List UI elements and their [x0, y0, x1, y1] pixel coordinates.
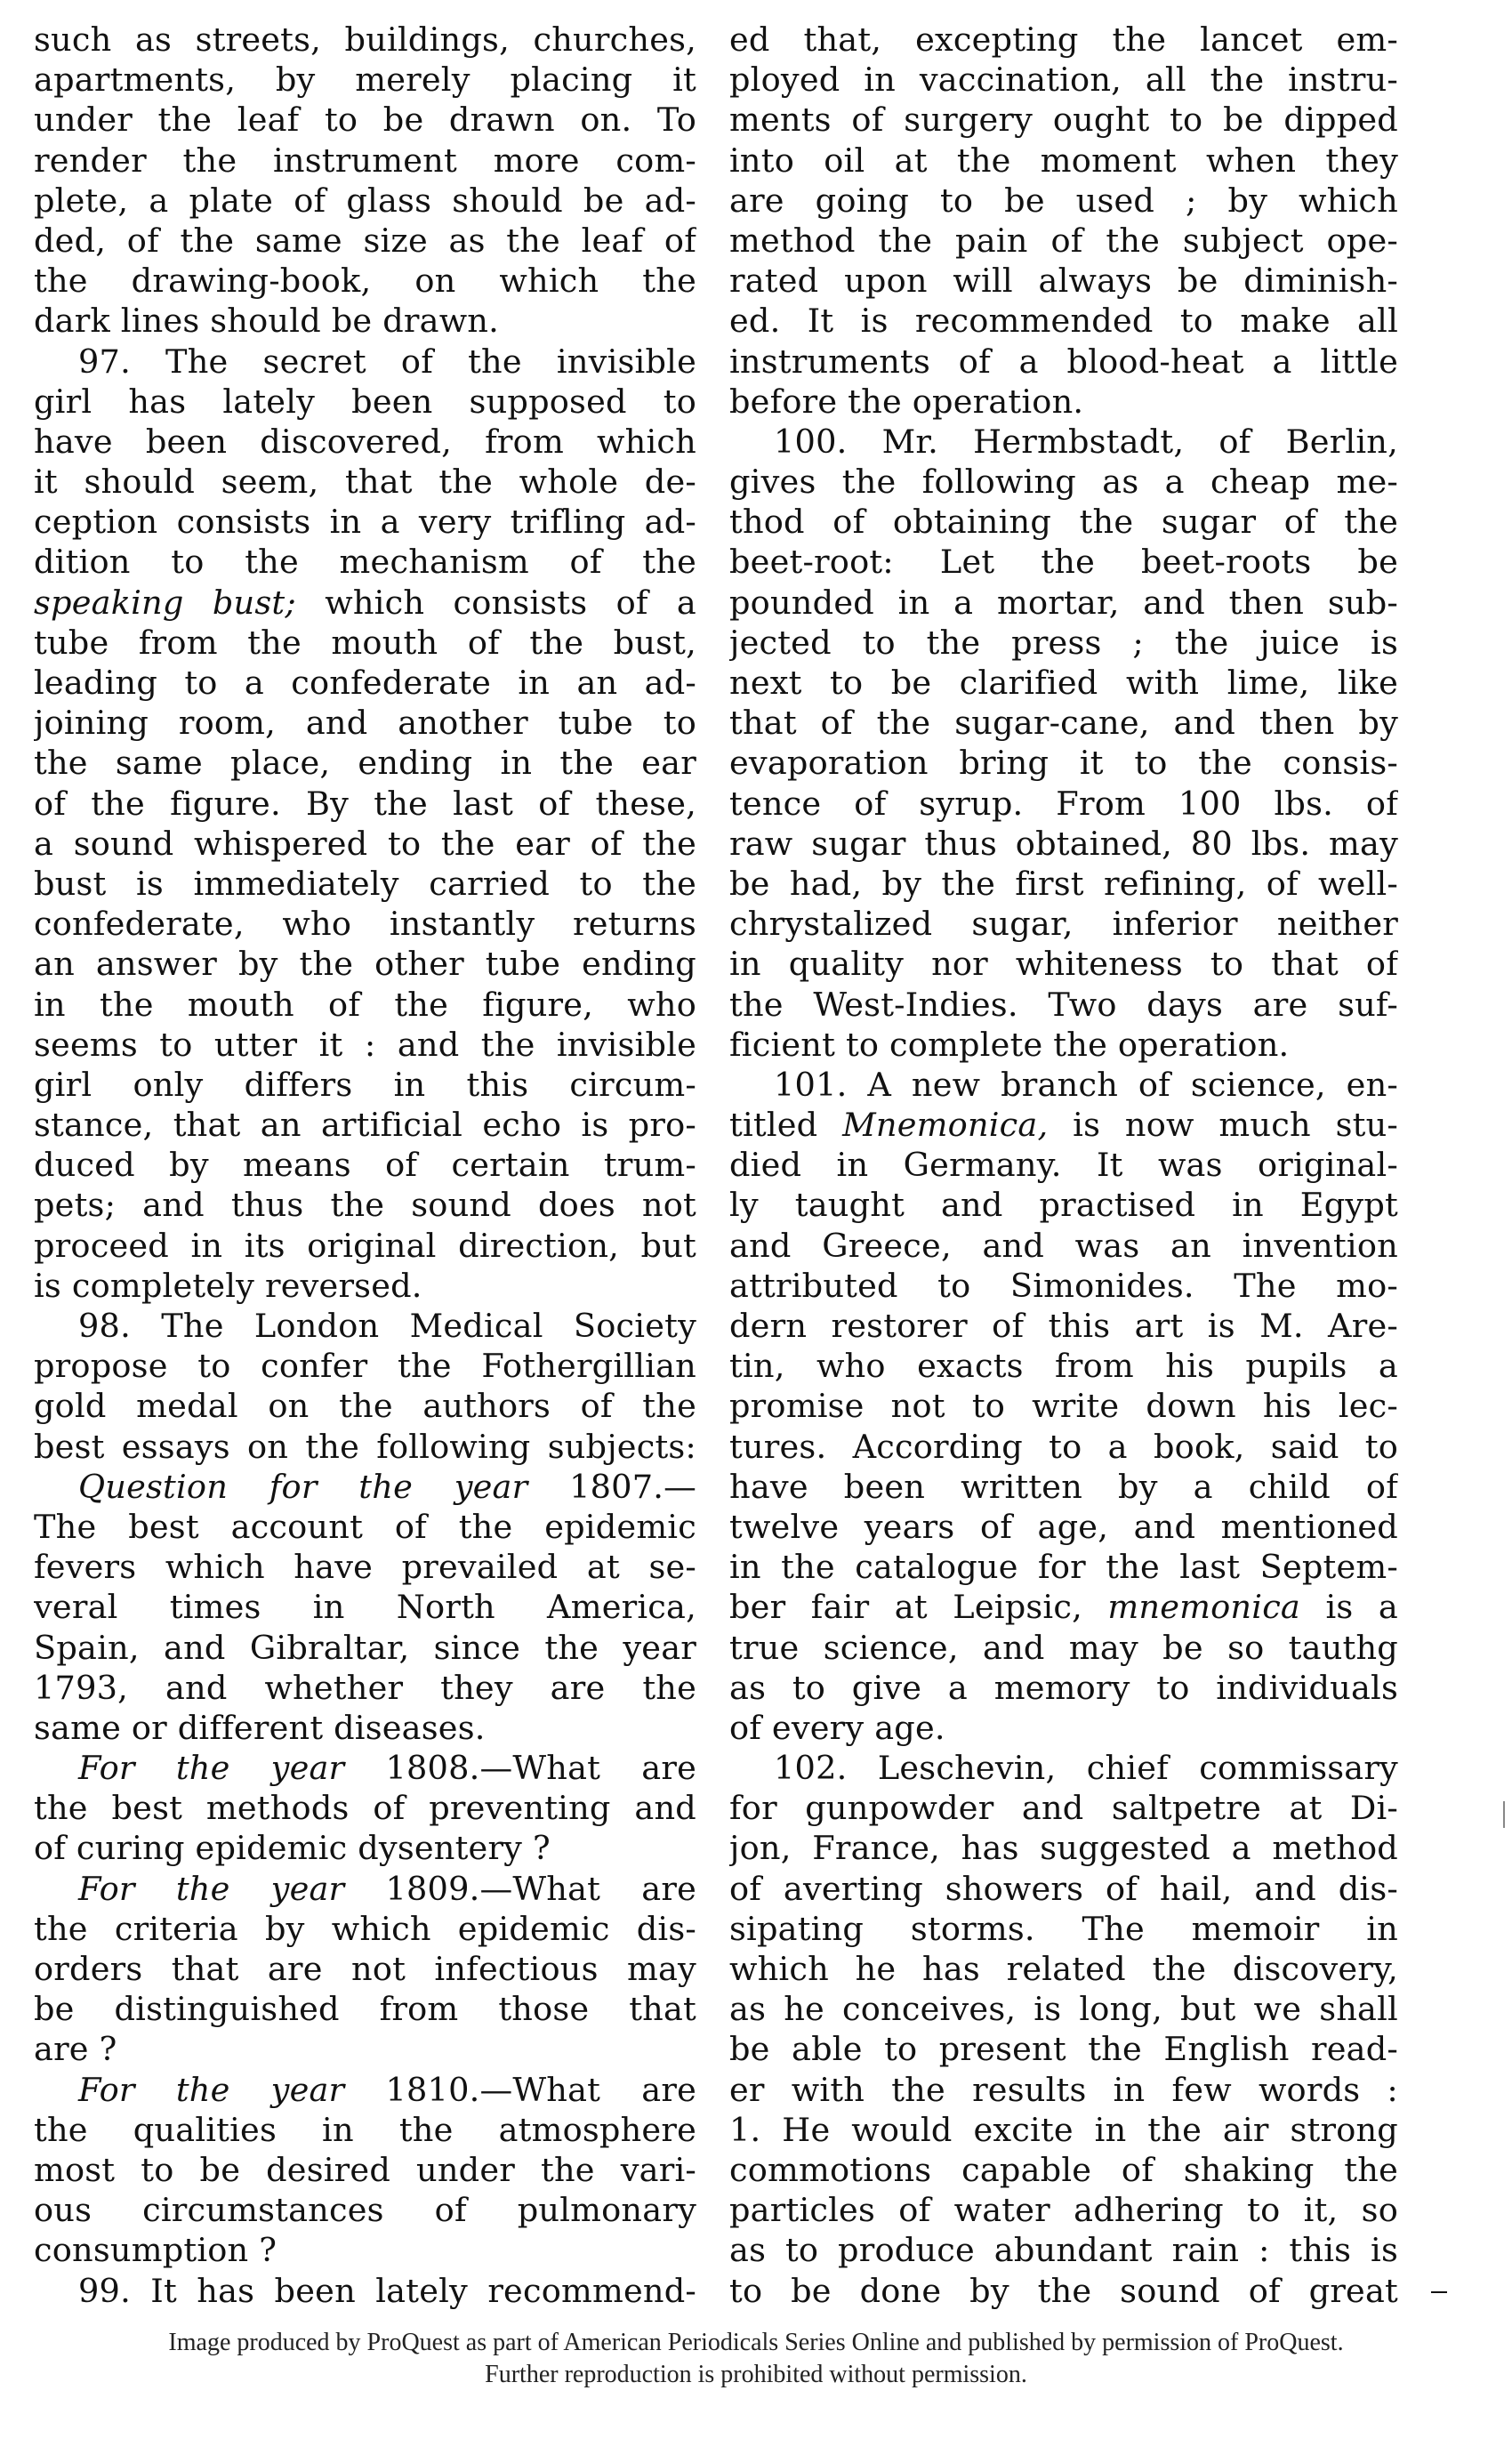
text-span: is now much stu- [1048, 1106, 1398, 1145]
text-line: have been written by a child of [729, 1467, 1398, 1506]
text-line: have been discovered, from which [34, 422, 696, 461]
text-line: the qualities in the atmosphere [34, 2110, 696, 2149]
text-line: orders that are not infectious may [34, 1950, 696, 1988]
text-line: 1793, and whether they are the [34, 1668, 696, 1707]
text-line: ed that, excepting the lancet em- [729, 20, 1398, 59]
text-line: seems to utter it : and the invisible [34, 1025, 696, 1064]
text-line: apartments, by merely placing it [34, 60, 696, 100]
text-line: veral times in North America, [34, 1588, 696, 1627]
text-line: ployed in vaccination, all the instru- [729, 60, 1398, 100]
text-line: are going to be used ; by which [729, 181, 1398, 220]
text-line: joining room, and another tube to [34, 704, 696, 743]
footer-line-1: Image produced by ProQuest as part of American Periodicals Series Online and published by permission of ProQuest. [168, 2329, 1344, 2356]
text-line: sipating storms. The memoir in [729, 1909, 1398, 1948]
text-line: for gunpowder and saltpetre at Di- [729, 1789, 1398, 1828]
text-line: ly taught and practised in Egypt [729, 1186, 1398, 1225]
text-span: titled [729, 1106, 843, 1145]
text-span: 1807.— [527, 1467, 696, 1506]
text-line: the same place, ending in the ear [34, 744, 696, 783]
text-line: bust is immediately carried to the [34, 864, 696, 903]
text-line: the best methods of preventing and [34, 1789, 696, 1828]
text-line: of averting showers of hail, and dis- [729, 1869, 1398, 1908]
text-line: most to be desired under the vari- [34, 2150, 696, 2189]
text-line: commotions capable of shaking the [729, 2150, 1398, 2189]
text-line: next to be clarified with lime, like [729, 664, 1398, 702]
text-line: rated upon will always be diminish- [729, 262, 1398, 301]
text-line: method the pain of the subject ope- [729, 221, 1398, 260]
text-line: leading to a confederate in an ad- [34, 664, 696, 702]
text-line: ception consists in a very trifling ad- [34, 503, 696, 542]
italic-text: For the year [78, 2070, 345, 2109]
text-line: tin, who exacts from his pupils a [729, 1347, 1398, 1386]
text-line: the criteria by which epidemic dis- [34, 1909, 696, 1948]
text-line: is completely reversed. [34, 1266, 422, 1305]
text-line: propose to confer the Fothergillian [34, 1347, 696, 1386]
text-line: into oil at the moment when they [729, 141, 1398, 180]
text-line: in quality nor whiteness to that of [729, 945, 1398, 984]
text-line: ments of surgery ought to be dipped [729, 101, 1398, 140]
text-line: pets; and thus the sound does not [34, 1186, 696, 1225]
text-line: of curing epidemic dysentery ? [34, 1829, 551, 1868]
text-line [34, 2070, 696, 2110]
scan-edge-mark [1503, 1801, 1505, 1828]
text-line: instruments of a blood-heat a little [729, 342, 1398, 381]
text-line: attributed to Simonides. The mo- [729, 1266, 1398, 1305]
text-line: ed. It is recommended to make all [729, 302, 1398, 341]
text-line [729, 1587, 1398, 1627]
text-line [34, 1869, 696, 1909]
text-line: particles of water adhering to it, so [729, 2191, 1398, 2230]
text-line [729, 1105, 1398, 1145]
text-span: 1809.—What are [344, 1869, 696, 1908]
text-line: dern restorer of this art is M. Are- [729, 1307, 1398, 1345]
text-line: stance, that an artificial echo is pro- [34, 1106, 696, 1145]
italic-text: Mnemonica, [842, 1106, 1049, 1145]
text-line: a sound whispered to the ear of the [34, 824, 696, 863]
text-line: promise not to write down his lec- [729, 1387, 1398, 1426]
italic-text: mnemonica [1107, 1588, 1301, 1627]
text-line [34, 1748, 696, 1788]
text-line: plete, a plate of glass should be ad- [34, 181, 696, 220]
text-line: same or different diseases. [34, 1708, 486, 1747]
text-line: be able to present the English read- [729, 2030, 1398, 2069]
text-span: is a [1300, 1588, 1398, 1627]
copyright-footer [0, 2327, 1512, 2391]
text-line: to be done by the sound of great [729, 2271, 1398, 2310]
left-text-column [34, 20, 696, 2311]
text-line: The best account of the epidemic [34, 1507, 696, 1546]
italic-text: Question for the year [78, 1467, 528, 1506]
text-line: dition to the mechanism of the [34, 543, 696, 582]
italic-text: For the year [78, 1749, 345, 1788]
text-line: 98. The London Medical Society [78, 1307, 696, 1345]
text-line: consumption ? [34, 2231, 277, 2270]
right-text-column [729, 20, 1398, 2311]
hyphen-mark [1431, 2291, 1447, 2293]
text-line: thod of obtaining the sugar of the [729, 503, 1398, 542]
text-line: jected to the press ; the juice is [729, 623, 1398, 662]
text-line: gives the following as a cheap me- [729, 463, 1398, 502]
text-line: 100. Mr. Hermbstadt, of Berlin, [774, 422, 1398, 461]
text-line: tence of syrup. From 100 lbs. of [729, 784, 1398, 823]
text-line: ficient to complete the operation. [729, 1025, 1290, 1064]
text-span: 1810.—What are [344, 2070, 696, 2109]
text-line: girl has lately been supposed to [34, 382, 696, 421]
text-line: chrystalized sugar, inferior neither [729, 905, 1398, 944]
text-line [34, 583, 696, 623]
text-line: ous circumstances of pulmonary [34, 2191, 696, 2230]
text-span: which consists of a [295, 583, 696, 622]
text-line [34, 1467, 696, 1507]
text-line: proceed in its original direction, but [34, 1226, 696, 1265]
text-line: as to give a memory to individuals [729, 1668, 1398, 1707]
text-line: twelve years of age, and mentioned [729, 1507, 1398, 1546]
text-line: 101. A new branch of science, en- [774, 1065, 1398, 1104]
text-line: evaporation bring it to the consis- [729, 744, 1398, 783]
italic-text: speaking bust; [34, 583, 296, 622]
text-line: as he conceives, is long, but we shall [729, 1990, 1398, 2029]
text-line: be had, by the first refining, of well- [729, 864, 1398, 903]
text-line: as to produce abundant rain : this is [729, 2231, 1398, 2270]
text-line: in the catalogue for the last Septem- [729, 1548, 1398, 1587]
text-line: of every age. [729, 1708, 945, 1747]
text-line: girl only differs in this circum- [34, 1065, 696, 1104]
text-line: of the figure. By the last of these, [34, 784, 696, 823]
text-line: tures. According to a book, said to [729, 1427, 1398, 1466]
text-line: Spain, and Gibraltar, since the year [34, 1628, 696, 1667]
text-line: tube from the mouth of the bust, [34, 623, 696, 662]
text-line: 1. He would excite in the air strong [729, 2110, 1398, 2149]
text-line: and Greece, and was an invention [729, 1226, 1398, 1265]
text-line: before the operation. [729, 382, 1084, 421]
text-line: be distinguished from those that [34, 1990, 696, 2029]
footer-line-2: Further reproduction is prohibited without permission. [485, 2361, 1027, 2388]
text-line: an answer by the other tube ending [34, 945, 696, 984]
text-line: under the leaf to be drawn on. To [34, 101, 696, 140]
text-line: 99. It has been lately recommend- [78, 2271, 696, 2310]
text-line: fevers which have prevailed at se- [34, 1548, 696, 1587]
text-line: the drawing-book, on which the [34, 262, 696, 301]
text-line: which he has related the discovery, [729, 1950, 1398, 1988]
text-line: died in Germany. It was original- [729, 1146, 1398, 1185]
text-line: dark lines should be drawn. [34, 302, 499, 341]
text-line: 97. The secret of the invisible [78, 342, 696, 381]
text-line: best essays on the following subjects: [34, 1427, 696, 1466]
text-line: are ? [34, 2030, 117, 2069]
text-line: raw sugar thus obtained, 80 lbs. may [729, 824, 1398, 863]
text-line: beet-root: Let the beet-roots be [729, 543, 1398, 582]
text-line: it should seem, that the whole de- [34, 463, 696, 502]
text-line: er with the results in few words : [729, 2070, 1398, 2109]
text-span: 1808.—What are [344, 1749, 696, 1788]
text-line: render the instrument more com- [34, 141, 696, 180]
text-line: such as streets, buildings, churches, [34, 20, 696, 59]
text-line: in the mouth of the figure, who [34, 985, 696, 1024]
italic-text: For the year [78, 1869, 345, 1908]
text-line: pounded in a mortar, and then sub- [729, 583, 1398, 622]
text-line: gold medal on the authors of the [34, 1387, 696, 1426]
text-span: ber fair at Leipsic, [729, 1588, 1108, 1627]
text-line: confederate, who instantly returns [34, 905, 696, 944]
text-line: the West-Indies. Two days are suf- [729, 985, 1398, 1024]
text-line: jon, France, has suggested a method [729, 1829, 1398, 1868]
text-line: true science, and may be so tauthg [729, 1628, 1398, 1667]
text-line: duced by means of certain trum- [34, 1146, 696, 1185]
text-line: 102. Leschevin, chief commissary [774, 1749, 1398, 1788]
text-line: that of the sugar-cane, and then by [729, 704, 1398, 743]
text-line: ded, of the same size as the leaf of [34, 221, 696, 260]
